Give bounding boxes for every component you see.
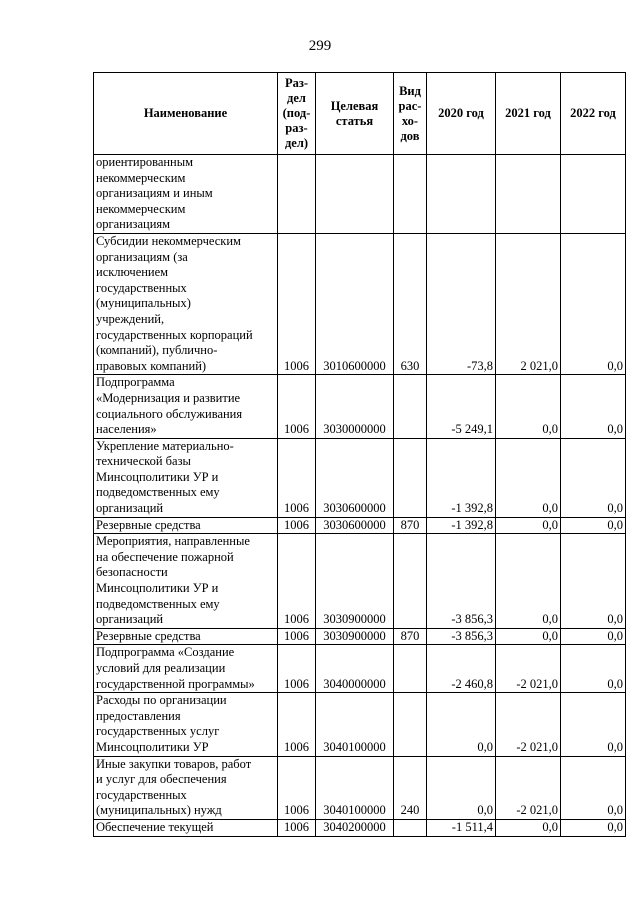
cell-2022: 0,0 <box>561 645 626 693</box>
cell-section: 1006 <box>278 375 316 438</box>
cell-2020: -2 460,8 <box>427 645 496 693</box>
cell-2022: 0,0 <box>561 438 626 517</box>
cell-expense-type <box>394 534 427 629</box>
table-row <box>94 534 626 629</box>
cell-expense-type: 870 <box>394 517 427 534</box>
cell-2022: 0,0 <box>561 819 626 836</box>
cell-expense-type <box>394 693 427 756</box>
cell-2020: -5 249,1 <box>427 375 496 438</box>
table-row <box>94 628 626 645</box>
header-expense-type: Вид рас- хо- дов <box>394 73 427 155</box>
cell-name: Резервные средства <box>94 517 278 534</box>
cell-expense-type: 630 <box>394 233 427 374</box>
cell-2022: 0,0 <box>561 628 626 645</box>
cell-section: 1006 <box>278 233 316 374</box>
cell-name: Мероприятия, направленные на обеспечение пожарной безопасности Минсоцполитики УР и подведомственных ему организаций <box>94 534 278 629</box>
cell-target: 3030900000 <box>316 534 394 629</box>
cell-2020: -73,8 <box>427 233 496 374</box>
cell-name: Расходы по организации предоставления государственных услуг Минсоцполитики УР <box>94 693 278 756</box>
cell-2020 <box>427 155 496 234</box>
cell-2020: -1 392,8 <box>427 438 496 517</box>
cell-2021: 0,0 <box>496 438 561 517</box>
cell-2021: 2 021,0 <box>496 233 561 374</box>
cell-2022: 0,0 <box>561 375 626 438</box>
cell-target: 3040000000 <box>316 645 394 693</box>
cell-2021: 0,0 <box>496 819 561 836</box>
cell-section: 1006 <box>278 645 316 693</box>
cell-expense-type <box>394 438 427 517</box>
cell-2021: 0,0 <box>496 628 561 645</box>
table-row <box>94 819 626 836</box>
cell-target: 3040200000 <box>316 819 394 836</box>
cell-target: 3030600000 <box>316 517 394 534</box>
budget-table <box>93 72 626 837</box>
table-header-row <box>94 73 626 155</box>
cell-name: Резервные средства <box>94 628 278 645</box>
cell-section <box>278 155 316 234</box>
cell-2021: 0,0 <box>496 375 561 438</box>
cell-expense-type <box>394 375 427 438</box>
header-section: Раз- дел (под- раз- дел) <box>278 73 316 155</box>
cell-target: 3030000000 <box>316 375 394 438</box>
cell-name: Обеспечение текущей <box>94 819 278 836</box>
cell-2021: 0,0 <box>496 534 561 629</box>
cell-2022: 0,0 <box>561 756 626 819</box>
header-target: Целевая статья <box>316 73 394 155</box>
cell-section: 1006 <box>278 517 316 534</box>
table-row <box>94 756 626 819</box>
cell-name: Укрепление материально- технической базы Минсоцполитики УР и подведомственных ему организаций <box>94 438 278 517</box>
header-2021: 2021 год <box>496 73 561 155</box>
header-2020: 2020 год <box>427 73 496 155</box>
header-name: Наименование <box>94 73 278 155</box>
cell-2020: 0,0 <box>427 693 496 756</box>
cell-section: 1006 <box>278 438 316 517</box>
cell-2022: 0,0 <box>561 693 626 756</box>
cell-2020: 0,0 <box>427 756 496 819</box>
cell-2020: -3 856,3 <box>427 534 496 629</box>
cell-expense-type: 870 <box>394 628 427 645</box>
cell-2022: 0,0 <box>561 233 626 374</box>
cell-name: ориентированным некоммерческим организациям и иным некоммерческим организациям <box>94 155 278 234</box>
table-row <box>94 155 626 234</box>
cell-2020: -1 392,8 <box>427 517 496 534</box>
cell-name: Субсидии некоммерческим организациям (за исключением государственных (муниципальных) учреждений, государственных корпораций (компаний), публично- правовых компаний) <box>94 233 278 374</box>
cell-2021 <box>496 155 561 234</box>
cell-section: 1006 <box>278 628 316 645</box>
cell-name: Подпрограмма «Модернизация и развитие социального обслуживания населения» <box>94 375 278 438</box>
table-row <box>94 645 626 693</box>
cell-2022: 0,0 <box>561 517 626 534</box>
cell-expense-type <box>394 819 427 836</box>
cell-expense-type: 240 <box>394 756 427 819</box>
cell-expense-type <box>394 155 427 234</box>
cell-target: 3030900000 <box>316 628 394 645</box>
cell-2021: 0,0 <box>496 517 561 534</box>
cell-section: 1006 <box>278 534 316 629</box>
cell-target: 3010600000 <box>316 233 394 374</box>
cell-target: 3030600000 <box>316 438 394 517</box>
cell-expense-type <box>394 645 427 693</box>
table-row <box>94 375 626 438</box>
cell-2021: -2 021,0 <box>496 756 561 819</box>
cell-section: 1006 <box>278 756 316 819</box>
cell-2021: -2 021,0 <box>496 693 561 756</box>
cell-target: 3040100000 <box>316 693 394 756</box>
cell-section: 1006 <box>278 693 316 756</box>
header-2022: 2022 год <box>561 73 626 155</box>
table-row <box>94 233 626 374</box>
cell-2021: -2 021,0 <box>496 645 561 693</box>
cell-2022: 0,0 <box>561 534 626 629</box>
cell-2020: -1 511,4 <box>427 819 496 836</box>
table-row <box>94 693 626 756</box>
page-number: 299 <box>308 38 332 54</box>
table-row <box>94 438 626 517</box>
cell-target: 3040100000 <box>316 756 394 819</box>
cell-section: 1006 <box>278 819 316 836</box>
cell-target <box>316 155 394 234</box>
cell-2022 <box>561 155 626 234</box>
cell-2020: -3 856,3 <box>427 628 496 645</box>
table-row <box>94 517 626 534</box>
cell-name: Иные закупки товаров, работ и услуг для обеспечения государственных (муниципальных) нужд <box>94 756 278 819</box>
cell-name: Подпрограмма «Создание условий для реализации государственной программы» <box>94 645 278 693</box>
